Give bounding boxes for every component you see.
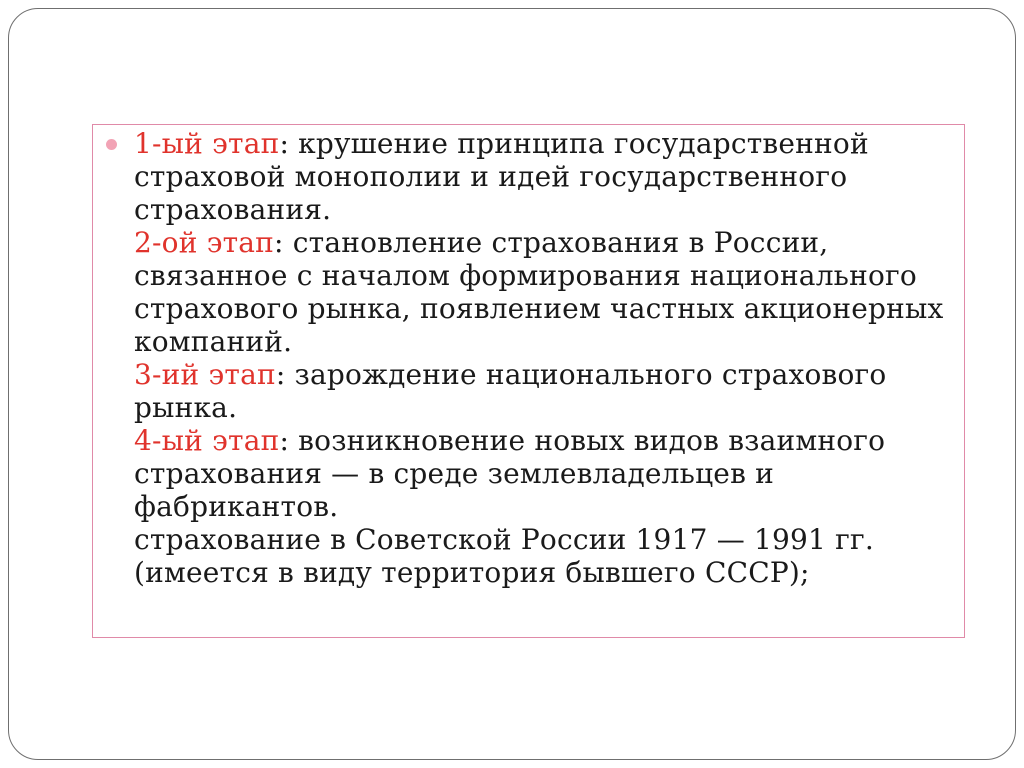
stage-3-text: : зарождение национального страхового рынка. — [134, 358, 887, 424]
stage-1-paragraph — [134, 127, 949, 226]
stage-2-label: 2-ой этап — [134, 226, 275, 259]
stage-1-label: 1-ый этап — [134, 127, 280, 160]
stage-3-label: 3-ий этап — [134, 358, 276, 391]
round-bullet-icon — [106, 139, 117, 150]
stage-1-text: : крушение принципа государственной страховой монополии и идей государственного страхования. — [134, 127, 869, 226]
stages-list — [134, 127, 949, 589]
stage-4-paragraph — [134, 424, 949, 523]
stage-2-paragraph — [134, 226, 949, 358]
stage-4-label: 4-ый этап — [134, 424, 280, 457]
stage-2-text: : становление страхования в России, связанное с началом формирования национального страхового рынка, появлением частных акционерных компаний. — [134, 226, 944, 358]
closing-line: страхование в Советской России 1917 — 1991 гг. (имеется в виду территория бывшего СССР); — [134, 523, 875, 589]
stage-3-paragraph — [134, 358, 949, 424]
stage-4-text: : возникновение новых видов взаимного страхования — в среде землевладельцев и фабрикантов. — [134, 424, 886, 523]
